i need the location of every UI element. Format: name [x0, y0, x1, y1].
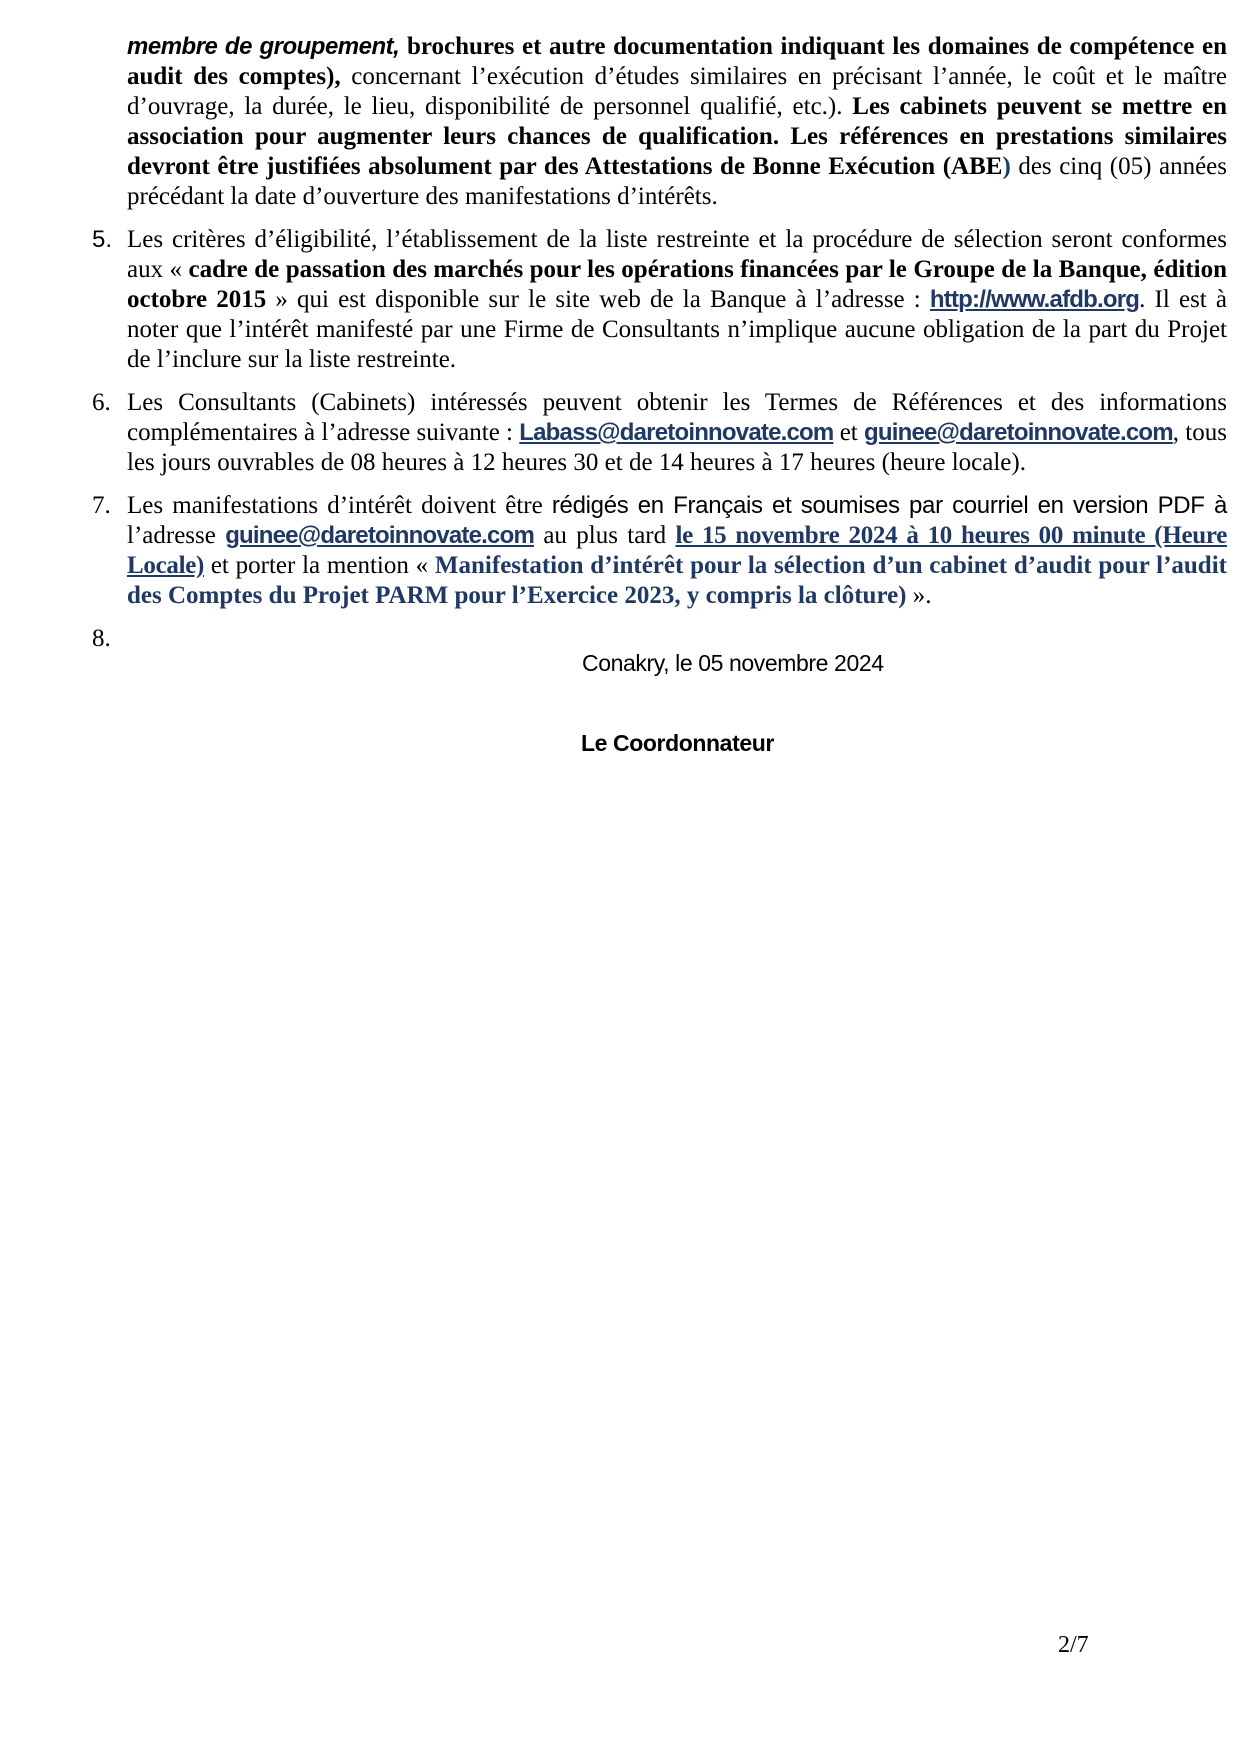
list-item-number: 8.	[92, 625, 111, 652]
list-item-5	[92, 225, 1227, 375]
document-body	[92, 32, 1227, 667]
text-run: et porter la mention «	[204, 552, 435, 579]
text-run: » qui est disponible sur le site web de la Banque à l’adresse :	[266, 286, 930, 313]
labass-email-link[interactable]: Labass@daretoinnovate.com	[519, 419, 834, 446]
text-run: Manifestation d’intérêt pour la sélection d’un cabinet d’audit pour l’audit des Comptes du Projet PARM pour l’Exercice 2023, y compris la clôture)	[127, 552, 1227, 609]
text-run: Les cabinets peuvent se mettre en association pour augmenter leurs chances de qualification. Les références en prestations similaires devront être justifiées absolument par des Attestations de Bonne Exécution (ABE	[127, 93, 1227, 180]
text-run: membre de groupement,	[127, 33, 400, 60]
text-run: ».	[906, 582, 932, 609]
list-item-number: 7.	[92, 492, 111, 519]
text-run: Les Consultants (Cabinets) intéressés peuvent obtenir les Termes de Références et des informations complémentaires à l’adresse suivante :	[127, 389, 1227, 446]
text-run: brochures et autre documentation indiquant les domaines de compétence en audit des comptes),	[127, 33, 1227, 90]
text-run: cadre de passation des marchés pour les opérations financées par le Groupe de la Banque, édition octobre 2015	[127, 256, 1227, 313]
afdb-url-link[interactable]: http://www.afdb.org	[929, 286, 1140, 313]
date-line: Conakry, le 05 novembre 2024	[582, 650, 884, 676]
guinee-email-link-2[interactable]: guinee@daretoinnovate.com	[225, 522, 534, 549]
text-run: , tous les jours ouvrables de 08 heures à 12 heures 30 et de 14 heures à 17 heures (heure locale).	[127, 419, 1227, 476]
list-item-number: 5.	[92, 226, 113, 253]
list-item-7	[92, 491, 1227, 611]
text-run: . Il est à noter que l’intérêt manifesté par une Firme de Consultants n’implique aucune obligation de la part du Projet de l’inclure sur la liste restreinte.	[127, 286, 1228, 373]
list-item-number: 6.	[92, 389, 111, 416]
text-run: concernant l’exécution d’études similaires en précisant l’année, le coût et le maître d’ouvrage, la durée, le lieu, disponibilité de personnel qualifié, etc.).	[127, 63, 1227, 120]
guinee-email-link[interactable]: guinee@daretoinnovate.com	[864, 419, 1173, 446]
text-run: l’adresse	[127, 522, 226, 549]
text-run: )	[1002, 153, 1011, 180]
text-run: des cinq (05) années précédant la date d’ouverture des manifestations d’intérêts.	[127, 153, 1227, 210]
text-run: au plus tard	[533, 522, 676, 549]
list-item-6	[92, 388, 1227, 478]
list-item-6-text	[127, 388, 1227, 478]
text-run: et	[833, 419, 864, 446]
signature-title: Le Coordonnateur	[581, 730, 774, 756]
text-run: rédigés en Français et soumises par courriel en version PDF à	[551, 492, 1227, 519]
text-run: Les critères d’éligibilité, l’établissement de la liste restreinte et la procédure de sélection seront conformes aux «	[127, 226, 1227, 283]
list-item-7-text	[127, 491, 1227, 611]
text-run: le 15 novembre 2024 à 10 heures 00 minute (Heure Locale)	[127, 522, 1228, 579]
text-run: Les manifestations d’intérêt doivent être	[127, 492, 552, 519]
page-number: 2/7	[1058, 1632, 1089, 1658]
list-item-5-text	[127, 225, 1227, 375]
paragraph-item4-continuation	[127, 32, 1227, 212]
